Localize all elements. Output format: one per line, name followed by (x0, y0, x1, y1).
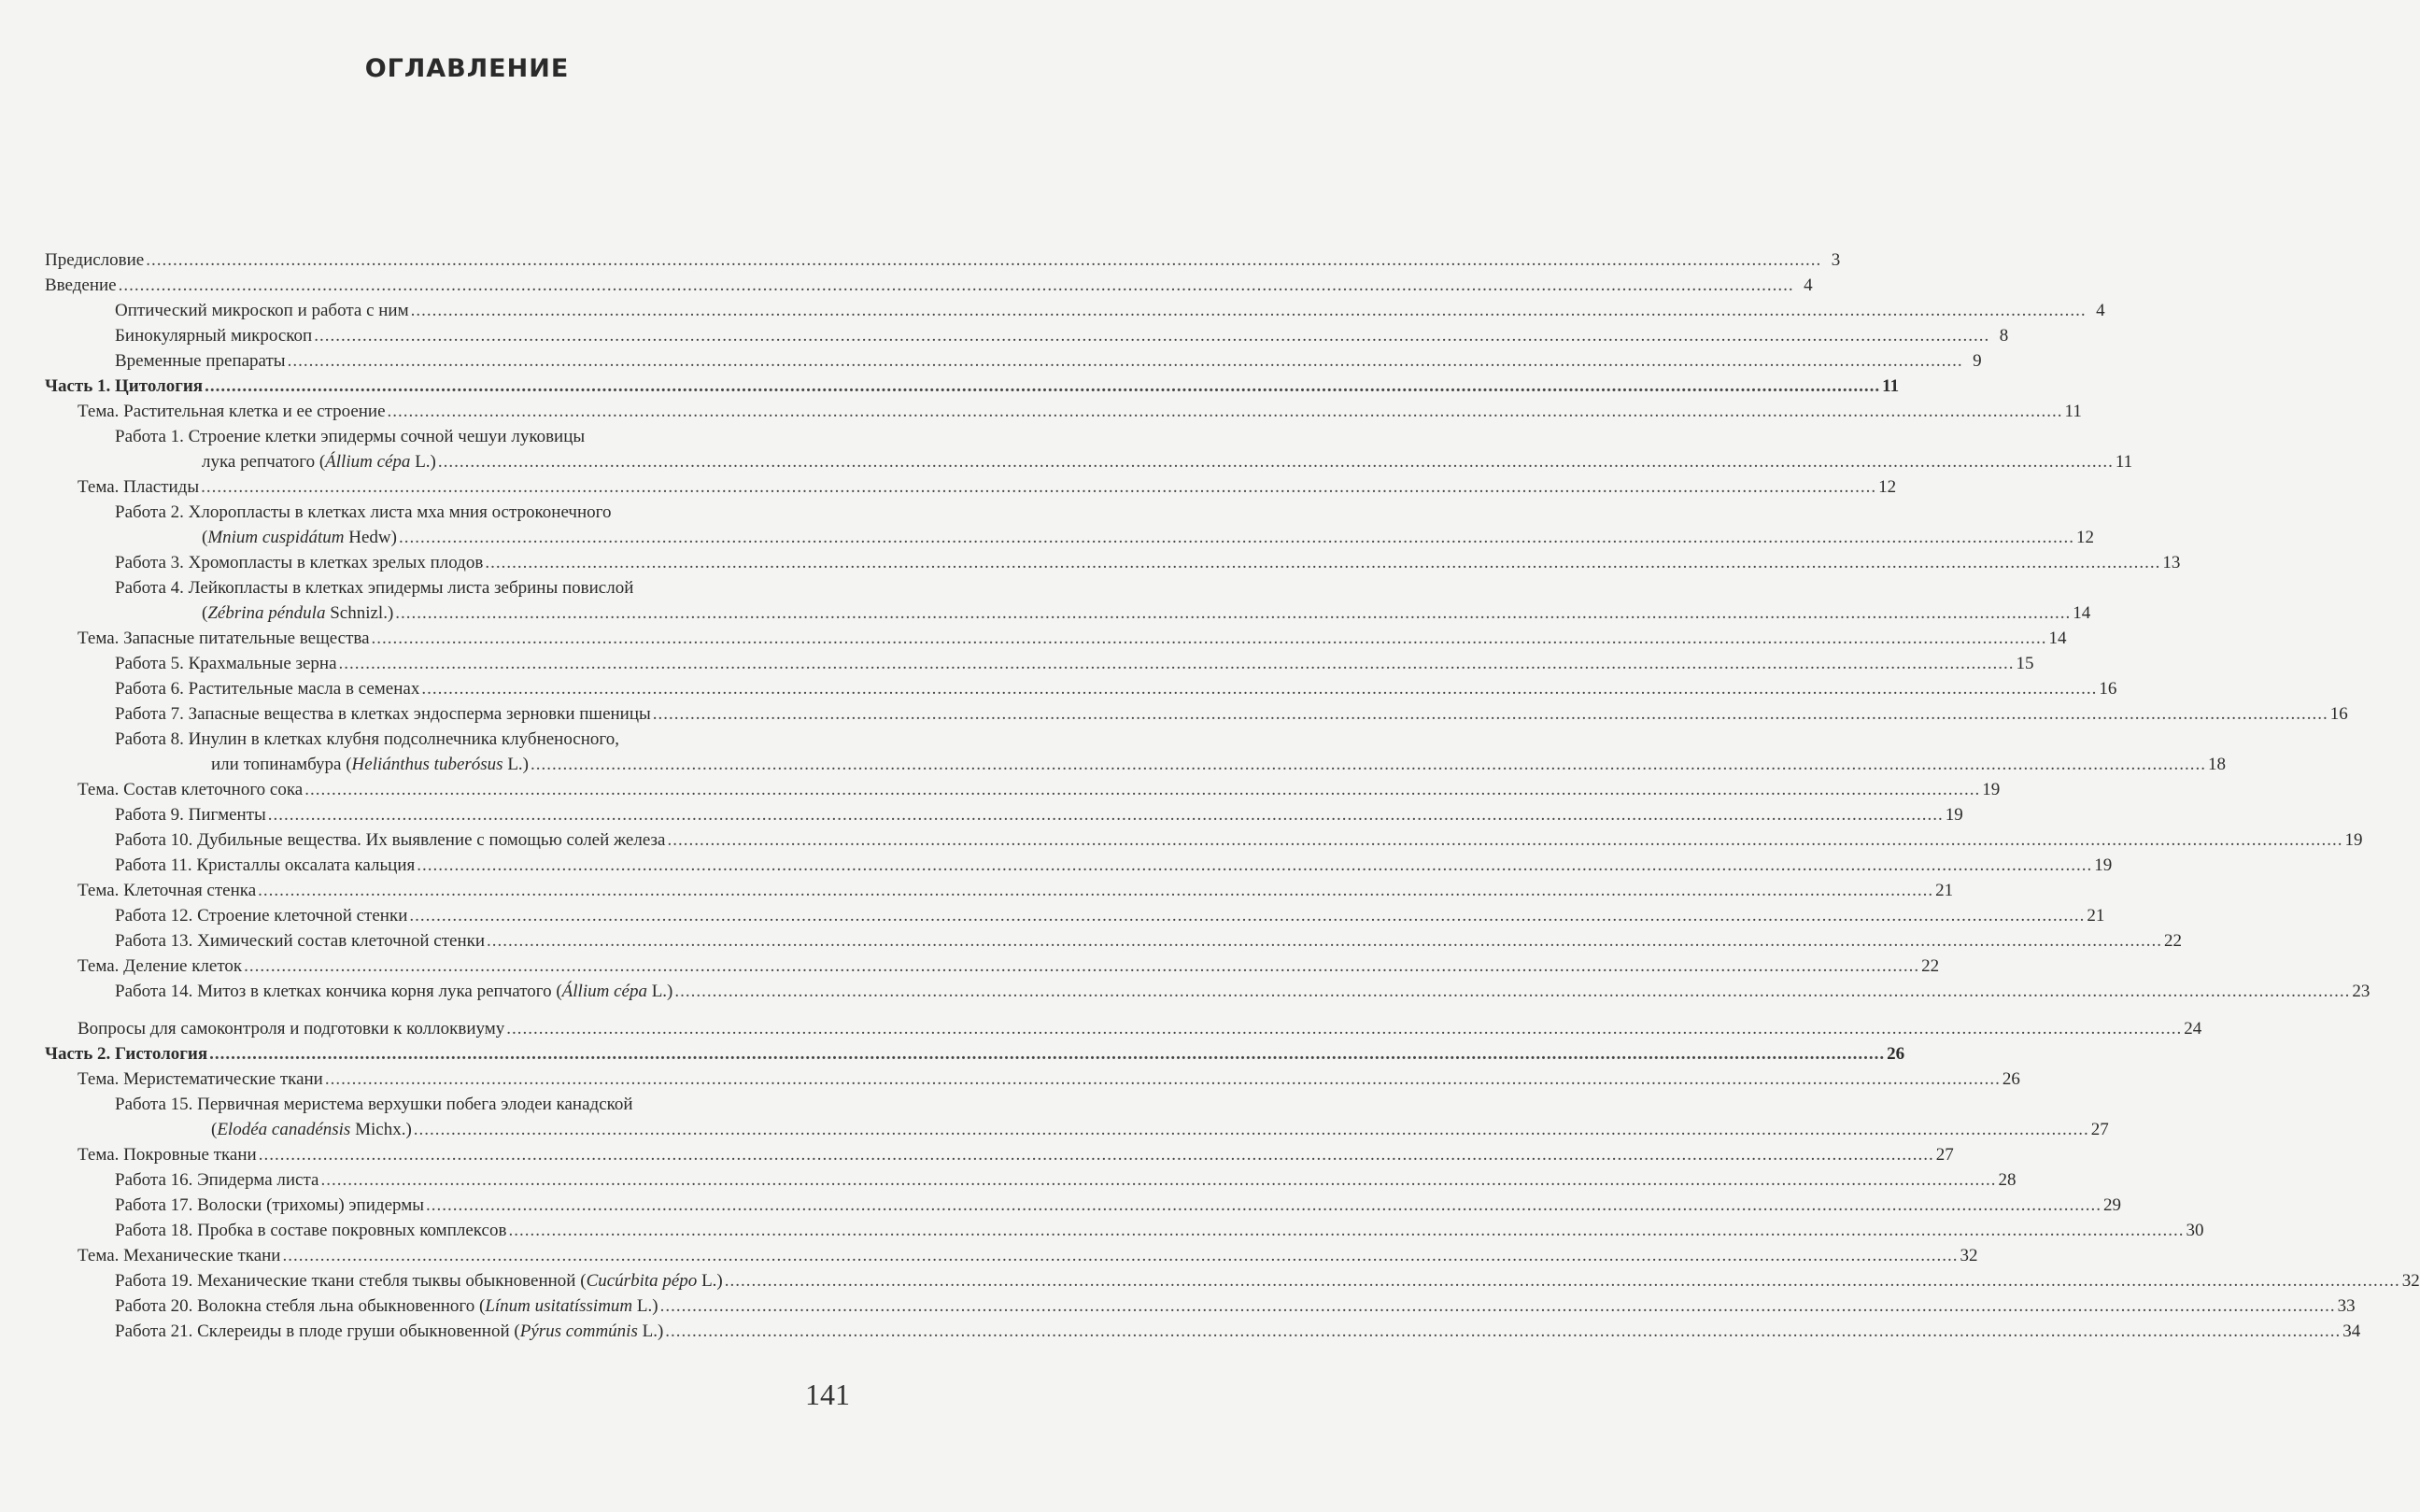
toc-entry[interactable] (0, 1019, 2202, 1044)
toc-entry-label: Оптический микроскоп и работа с ним (115, 301, 409, 320)
toc-topic[interactable] (0, 881, 1954, 906)
page-title: ОГЛАВЛЕНИЕ (364, 54, 570, 83)
toc-entry-label: (Mnium cuspidátum Hedw) (202, 528, 397, 547)
toc-entry-label: Тема. Механические ткани (78, 1246, 281, 1265)
toc-topic[interactable] (0, 780, 2001, 805)
toc-entry-page: 32 (2401, 1271, 2420, 1291)
toc-entry[interactable] (0, 830, 2363, 855)
toc-entry-label: Работа 7. Запасные вещества в клетках эндосперма зерновки пшеницы (115, 704, 651, 724)
toc-entry-page: 12 (1878, 477, 1897, 497)
toc-entry-page: 22 (1921, 956, 1940, 976)
toc-entry[interactable] (0, 351, 1982, 376)
toc-entry-label: Часть 2. Гистология (45, 1044, 208, 1064)
toc-entry[interactable] (0, 906, 2105, 931)
toc-entry-page: 21 (1935, 881, 1954, 900)
toc-entry-page: 30 (2186, 1221, 2204, 1240)
toc-entry-label: (Elodéa canadénsis Michx.) (211, 1120, 412, 1139)
toc-entry-page: 15 (2016, 654, 2034, 673)
toc-entry-label: Временные препараты (115, 351, 286, 371)
toc-entry-label: Работа 17. Волоски (трихомы) эпидермы (115, 1195, 424, 1215)
toc-part-heading[interactable] (0, 376, 1900, 402)
toc-topic[interactable] (0, 402, 2082, 427)
toc-entry-label: Работа 14. Митоз в клетках кончика корня лука репчатого (Állium cépa L.) (115, 982, 673, 1001)
toc-entry-label: Работа 9. Пигменты (115, 805, 266, 825)
toc-entry-page: 11 (1882, 376, 1900, 396)
toc-entry-label: Работа 15. Первичная меристема верхушки побега элодеи канадской (115, 1095, 633, 1114)
toc-entry-label: Работа 18. Пробка в составе покровных комплексов (115, 1221, 507, 1240)
toc-entry-label: Работа 20. Волокна стебля льна обыкновенного (Línum usitatíssimum L.) (115, 1296, 658, 1316)
toc-entry-page: 26 (2002, 1069, 2020, 1089)
toc-entry-page: 34 (2342, 1321, 2361, 1341)
toc-entry[interactable] (0, 578, 975, 603)
toc-entry-label: Работа 11. Кристаллы оксалата кальция (115, 855, 416, 875)
toc-entry-label: Работа 6. Растительные масла в семенах (115, 679, 420, 699)
toc-entry-page: 13 (2162, 553, 2181, 572)
toc-topic[interactable] (0, 1069, 2020, 1095)
toc-entry-page: 4 (2096, 301, 2105, 320)
toc-entry-label: Тема. Покровные ткани (78, 1145, 257, 1165)
toc-entry-label: Работа 10. Дубильные вещества. Их выявление с помощью солей железа (115, 830, 666, 850)
toc-entry[interactable] (0, 502, 975, 528)
toc-entry-label: Тема. Меристематические ткани (78, 1069, 323, 1089)
toc-entry[interactable] (0, 1321, 2361, 1347)
toc-entry[interactable] (0, 704, 2348, 729)
toc-entry-page: 9 (1973, 351, 1982, 371)
toc-entry-page: 28 (1998, 1170, 2017, 1190)
toc-entry-label: Работа 3. Хромопласты в клетках зрелых плодов (115, 553, 484, 572)
toc-entry-page: 16 (2099, 679, 2117, 699)
toc-entry-continuation[interactable] (0, 755, 2227, 780)
toc-entry[interactable] (0, 553, 2181, 578)
toc-entry-page: 29 (2103, 1195, 2121, 1215)
toc-entry-label: Введение (45, 276, 117, 295)
toc-entry[interactable] (0, 1296, 2356, 1321)
toc-entry-page: 19 (2344, 830, 2363, 850)
toc-entry-label: Тема. Растительная клетка и ее строение (78, 402, 386, 421)
toc-entry-page: 4 (1804, 276, 1813, 295)
toc-entry-page: 27 (1935, 1145, 1954, 1165)
page-number: 141 (805, 1378, 850, 1411)
toc-entry-page: 14 (2073, 603, 2091, 623)
toc-entry-page: 19 (1945, 805, 1963, 825)
toc-entry[interactable] (0, 805, 1963, 830)
toc-entry[interactable] (0, 326, 2009, 351)
toc-topic[interactable] (0, 477, 1897, 502)
toc-entry-page: 27 (2090, 1120, 2109, 1139)
toc-topic[interactable] (0, 629, 2067, 654)
toc-entry-label: Работа 19. Механические ткани стебля тыквы обыкновенной (Cucúrbita pépo L.) (115, 1271, 723, 1291)
toc-entry-label: Работа 12. Строение клеточной стенки (115, 906, 408, 926)
toc-entry[interactable] (0, 301, 2105, 326)
toc-entry-page: 18 (2208, 755, 2227, 774)
toc-entry-page: 26 (1887, 1044, 1905, 1064)
toc-topic[interactable] (0, 1145, 1954, 1170)
toc-entry[interactable] (0, 982, 2370, 1007)
toc-entry-page: 23 (2352, 982, 2370, 1001)
toc-entry-label: или топинамбура (Heliánthus tuberósus L.) (211, 755, 530, 774)
toc-entry[interactable] (0, 1271, 2420, 1296)
toc-entry[interactable] (0, 1195, 2121, 1221)
toc-entry-label: Работа 4. Лейкопласты в клетках эпидермы листа зебрины повислой (115, 578, 634, 598)
toc-entry[interactable] (0, 250, 1841, 276)
toc-entry-label: Работа 16. Эпидерма листа (115, 1170, 319, 1190)
toc-entry-label: Тема. Клеточная стенка (78, 881, 257, 900)
toc-entry[interactable] (0, 1095, 975, 1120)
toc-entry-label: Тема. Деление клеток (78, 956, 243, 976)
toc-entry-page: 32 (1960, 1246, 1978, 1265)
toc-entry-page: 22 (2164, 931, 2183, 951)
toc-entry-label: Работа 13. Химический состав клеточной стенки (115, 931, 486, 951)
toc-entry-label: Работа 1. Строение клетки эпидермы сочной чешуи луковицы (115, 427, 586, 446)
table-of-contents (0, 250, 2420, 1347)
toc-part-heading[interactable] (0, 1044, 1905, 1069)
toc-entry-page: 12 (2075, 528, 2094, 547)
toc-entry[interactable] (0, 654, 2034, 679)
toc-entry[interactable] (0, 679, 2117, 704)
toc-entry[interactable] (0, 855, 2113, 881)
toc-entry[interactable] (0, 1170, 2017, 1195)
toc-entry-label: Предисловие (45, 250, 145, 270)
toc-entry[interactable] (0, 729, 975, 755)
toc-entry-label: Работа 2. Хлоропласты в клетках листа мха мния остроконечного (115, 502, 612, 522)
toc-entry[interactable] (0, 427, 975, 452)
toc-entry-page: 19 (1982, 780, 2001, 799)
toc-entry-page: 8 (1999, 326, 2009, 346)
toc-entry-label: Бинокулярный микроскоп (115, 326, 313, 346)
toc-entry-page: 19 (2094, 855, 2113, 875)
toc-entry-label: Работа 5. Крахмальные зерна (115, 654, 337, 673)
toc-entry-label: Работа 8. Инулин в клетках клубня подсолнечника клубненосного, (115, 729, 619, 749)
toc-entry[interactable] (0, 276, 1813, 301)
toc-entry-page: 11 (2115, 452, 2133, 472)
toc-entry-label: Работа 21. Склереиды в плоде груши обыкновенной (Pýrus commúnis L.) (115, 1321, 664, 1341)
toc-entry-page: 33 (2337, 1296, 2356, 1316)
toc-entry-label: Тема. Состав клеточного сока (78, 780, 304, 799)
toc-entry-label: Тема. Запасные питательные вещества (78, 629, 370, 648)
toc-entry-label: Тема. Пластиды (78, 477, 200, 497)
toc-entry-label: (Zébrina péndula Schnizl.) (202, 603, 394, 623)
toc-entry-page: 21 (2087, 906, 2105, 926)
toc-entry[interactable] (0, 931, 2183, 956)
toc-entry-page: 11 (2064, 402, 2082, 421)
toc-entry-label: Часть 1. Цитология (45, 376, 204, 396)
toc-entry-continuation[interactable] (0, 452, 2133, 477)
toc-entry-page: 16 (2329, 704, 2348, 724)
toc-entry-page: 14 (2048, 629, 2067, 648)
toc-topic[interactable] (0, 1246, 1978, 1271)
toc-entry-continuation[interactable] (0, 603, 2091, 629)
toc-entry-label: Вопросы для самоконтроля и подготовки к коллоквиуму (78, 1019, 505, 1039)
toc-entry-continuation[interactable] (0, 528, 2094, 553)
toc-entry[interactable] (0, 1221, 2204, 1246)
toc-entry-continuation[interactable] (0, 1120, 2109, 1145)
toc-entry-label: лука репчатого (Állium cépa L.) (202, 452, 436, 472)
toc-topic[interactable] (0, 956, 1940, 982)
toc-entry-page: 24 (2184, 1019, 2202, 1039)
toc-entry-page: 3 (1831, 250, 1841, 270)
